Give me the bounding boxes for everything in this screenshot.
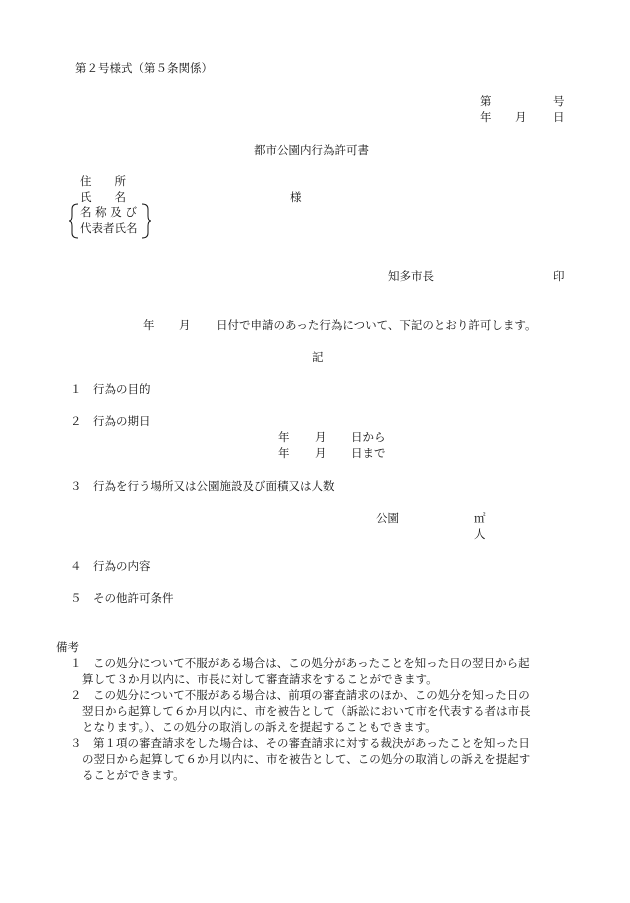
note-1-line1: １ この処分について不服がある場合は、この処分があったことを知った日の翌日から起	[70, 656, 530, 670]
ki-label: 記	[312, 350, 324, 364]
area-unit: ㎡	[474, 511, 486, 525]
sama-label: 様	[290, 190, 302, 204]
date-month: 月	[515, 110, 527, 124]
intro-year: 年	[143, 318, 155, 332]
item-conditions: ５ その他許可条件	[70, 591, 174, 605]
seal-mark: 印	[553, 269, 565, 283]
period-to-year: 年	[278, 446, 290, 460]
notes-heading: 備考	[56, 640, 79, 654]
note-2-line1: ２ この処分について不服がある場合は、前項の審査請求のほか、この処分を知った日の	[70, 688, 530, 702]
item-content: ４ 行為の内容	[70, 559, 151, 573]
item-place: ３ 行為を行う場所又は公園施設及び面積又は人数	[70, 479, 335, 493]
note-3-line3: ることができます。	[82, 768, 185, 782]
corp-name-line1: 名 称 及 び	[80, 205, 137, 219]
address-label: 住 所	[80, 174, 126, 188]
item-period: ２ 行為の期日	[70, 414, 151, 428]
period-to-month: 月	[315, 446, 327, 460]
period-from-month: 月	[315, 430, 327, 444]
document-title: 都市公園内行為許可書	[254, 143, 369, 157]
issuer-name: 知多市長	[388, 269, 434, 283]
period-from-year: 年	[278, 430, 290, 444]
park-label: 公園	[376, 511, 399, 525]
people-unit: 人	[474, 527, 486, 541]
date-year: 年	[480, 110, 492, 124]
period-to-day: 日まで	[351, 446, 386, 460]
note-3-line1: ３ 第１項の審査請求をした場合は、その審査請求に対する裁決があったことを知った日	[70, 736, 530, 750]
name-label: 氏 名	[80, 190, 126, 204]
note-1-line2: 算して３か月以内に、市長に対して審査請求をすることができます。	[82, 672, 438, 686]
date-day: 日	[553, 110, 565, 124]
corp-name-line2: 代表者氏名	[80, 221, 138, 235]
note-2-line3: となります。）、この処分の取消しの訴えを提起することもできます。	[82, 720, 437, 734]
period-from-day: 日から	[351, 430, 386, 444]
note-2-line2: 翌日から起算して６か月以内に、市を被告として（訴訟において市を代表する者は市長	[82, 704, 531, 718]
note-3-line2: の翌日から起算して６か月以内に、市を被告として、この処分の取消しの訴えを提起す	[82, 752, 531, 766]
intro-text: 日付で申請のあった行為について、下記のとおり許可します。	[216, 318, 537, 332]
form-number: 第２号様式（第５条関係）	[75, 61, 213, 75]
intro-month: 月	[179, 318, 191, 332]
doc-no-dai: 第	[480, 94, 492, 108]
item-purpose: １ 行為の目的	[70, 382, 151, 396]
doc-no-go: 号	[553, 94, 565, 108]
